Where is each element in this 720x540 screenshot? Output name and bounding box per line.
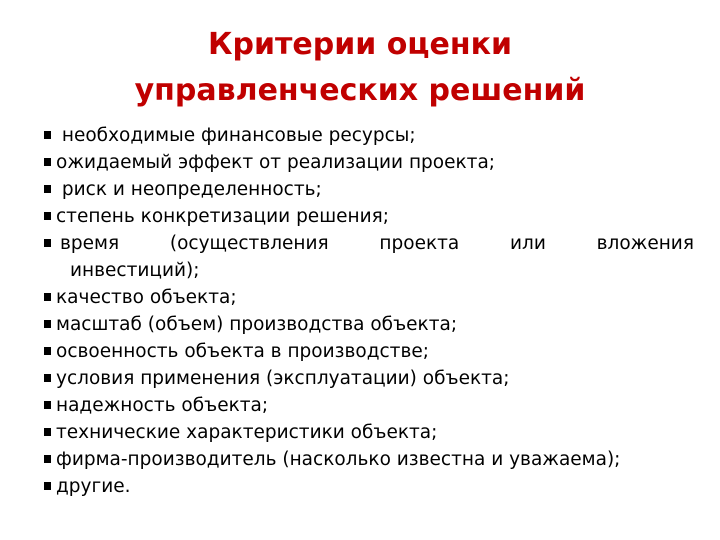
square-bullet-icon (44, 428, 51, 436)
list-item (44, 446, 694, 473)
square-bullet-icon (44, 374, 51, 382)
list-item-text: необходимые финансовые ресурсы; (56, 125, 416, 146)
list-item-text: ожидаемый эффект от реализации проекта; (56, 152, 496, 173)
square-bullet-icon (44, 239, 51, 247)
list-item (44, 419, 694, 446)
criteria-list (44, 122, 694, 500)
list-item-text: освоенность объекта в производстве; (56, 341, 429, 362)
square-bullet-icon (44, 401, 51, 409)
square-bullet-icon (44, 482, 51, 490)
square-bullet-icon (44, 131, 51, 139)
list-item (44, 338, 694, 365)
list-item-text: условия применения (эксплуатации) объекта; (56, 368, 510, 389)
list-item-continuation: инвестиций); (70, 260, 200, 281)
list-item (44, 203, 694, 230)
list-item-text: фирма-производитель (насколько известна и уважаема); (56, 449, 621, 470)
word: (осуществления (169, 233, 329, 254)
list-item-text: степень конкретизации решения; (56, 206, 389, 227)
list-item-text: надежность объекта; (56, 395, 269, 416)
list-item-time (44, 230, 694, 284)
square-bullet-icon (44, 212, 51, 220)
title-line-1: Критерии оценки (207, 27, 512, 62)
square-bullet-icon (44, 293, 51, 301)
square-bullet-icon (44, 320, 51, 328)
list-item-text: качество объекта; (56, 287, 237, 308)
list-item (44, 365, 694, 392)
word: время (60, 233, 120, 254)
list-item (44, 122, 694, 149)
slide-title (0, 22, 720, 114)
square-bullet-icon (44, 347, 51, 355)
square-bullet-icon (44, 158, 51, 166)
list-item (44, 176, 694, 203)
list-item (44, 392, 694, 419)
word: вложения (596, 233, 694, 254)
list-item-text: технические характеристики объекта; (56, 422, 438, 443)
list-item-text: риск и неопределенность; (56, 179, 322, 200)
list-item (44, 284, 694, 311)
list-item (44, 473, 694, 500)
list-item-text: масштаб (объем) производства объекта; (56, 314, 458, 335)
square-bullet-icon (44, 185, 51, 193)
list-item-text: другие. (56, 476, 131, 497)
word: или (509, 233, 546, 254)
list-item (44, 311, 694, 338)
title-line-2: управленческих решений (134, 73, 586, 108)
word: проекта (379, 233, 460, 254)
square-bullet-icon (44, 455, 51, 463)
justified-line (60, 230, 694, 257)
list-item (44, 149, 694, 176)
